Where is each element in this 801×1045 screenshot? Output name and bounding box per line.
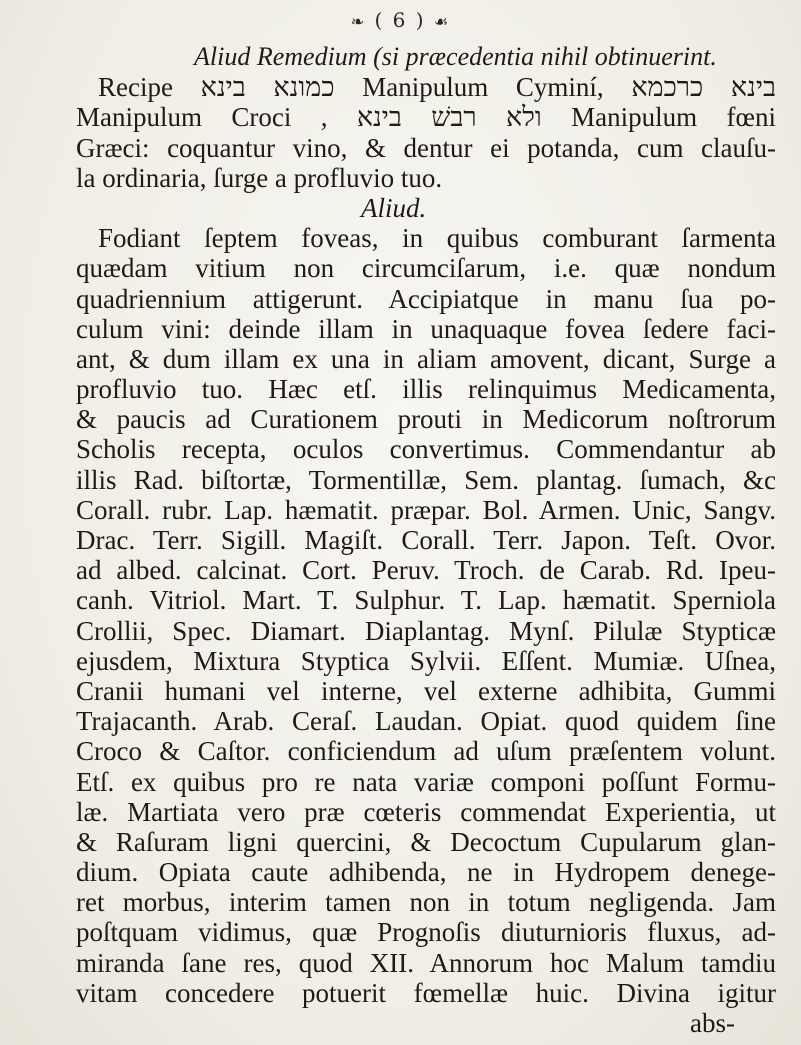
text-line: & paucis ad Curationem prouti in Medicorum noſtrorum (76, 404, 776, 435)
text-line: culum vini: deinde illam in unaquaque fovea ſedere faci- (76, 313, 776, 344)
text-line: ejusdem, Mixtura Styptica Sylvii. Eſſent. Mumiæ. Uſnea, (76, 645, 776, 676)
text-line: ant, & dum illam ex una in aliam amovent, dicant, Surge a (76, 343, 776, 374)
text-line: Manipulum Croci , ולא רבשׁ בינא Manipulum fœni (76, 102, 776, 133)
text-line: Recipe כמונא בינא Manipulum Cyminí, בינא כרכמא (98, 72, 776, 103)
text-line: Fodiant ſeptem foveas, in quibus comburant ſarmenta (98, 223, 776, 254)
text-line: & Raſuram ligni quercini, & Decoctum Cupularum glan- (76, 826, 776, 857)
left-ornament-icon: ❧ (350, 12, 367, 31)
text-line: ret morbus, interim tamen non in totum negligenda. Jam (76, 887, 776, 918)
text-line: læ. Martiata vero præ cœteris commendat Experientia, ut (76, 796, 776, 827)
text-line: illis Rad. biſtortæ, Tormentillæ, Sem. plantag. ſumach, &c (76, 464, 776, 495)
page-number: ( 6 ) (374, 8, 426, 32)
text-line: Croco & Caſtor. conficiendum ad uſum præſentem volunt. (76, 736, 776, 767)
text-line: vitam concedere potuerit fœmellæ huic. Divina igitur (76, 977, 776, 1008)
text-line: Corall. rubr. Lap. hæmatit. præpar. Bol. Armen. Unic, Sangv. (76, 494, 776, 525)
text-line: Drac. Terr. Sigill. Magiſt. Corall. Terr. Japon. Teſt. Ovor. (76, 525, 776, 555)
page-header (0, 8, 801, 32)
text-line: profluvio tuo. Hæc etſ. illis relinquimus Medicamenta, (76, 374, 776, 405)
text-line: Cranii humani vel interne, vel externe adhibita, Gummi (76, 675, 776, 706)
subheading: Aliud. (361, 192, 427, 223)
section-title: Aliud Remedium (si præcedentia nihil obtinuerint. (194, 42, 717, 71)
text-line: dium. Opiata caute adhibenda, ne in Hydropem denege- (76, 857, 776, 888)
catchword: abs- (690, 1008, 735, 1038)
text-line: miranda ſane res, quod XII. Annorum hoc Malum tamdiu (76, 947, 776, 978)
text-line: Etſ. ex quibus pro re nata variæ componi poſſunt Formu- (76, 766, 776, 797)
text-line: poſtquam vidimus, quæ Prognoſis diuturnioris fluxus, ad- (76, 917, 776, 948)
text-line: Trajacanth. Arab. Ceraſ. Laudan. Opiat. quod quidem ſine (76, 706, 776, 737)
text-line: Crollii, Spec. Diamart. Diaplantag. Mynſ. Pilulæ Stypticæ (76, 615, 776, 646)
text-line: Græci: coquantur vino, & dentur ei potanda, cum clauſu- (76, 132, 776, 163)
text-line: Scholis recepta, oculos convertimus. Commendantur ab (76, 434, 776, 465)
text-line: quadriennium attigerunt. Accipiatque in manu ſua po- (76, 283, 776, 314)
right-ornament-icon: ☙ (433, 12, 451, 31)
text-line: quædam vitium non circumciſarum, i.e. quæ nondum (76, 253, 776, 284)
text-line: canh. Vitriol. Mart. T. Sulphur. T. Lap. hæmatit. Sperniola (76, 585, 776, 616)
text-block (76, 42, 776, 1008)
text-line: la ordinaria, ſurge a profluvio tuo. (76, 162, 443, 193)
text-line: ad albed. calcinat. Cort. Peruv. Troch. de Carab. Rd. Ipeu- (76, 555, 776, 586)
